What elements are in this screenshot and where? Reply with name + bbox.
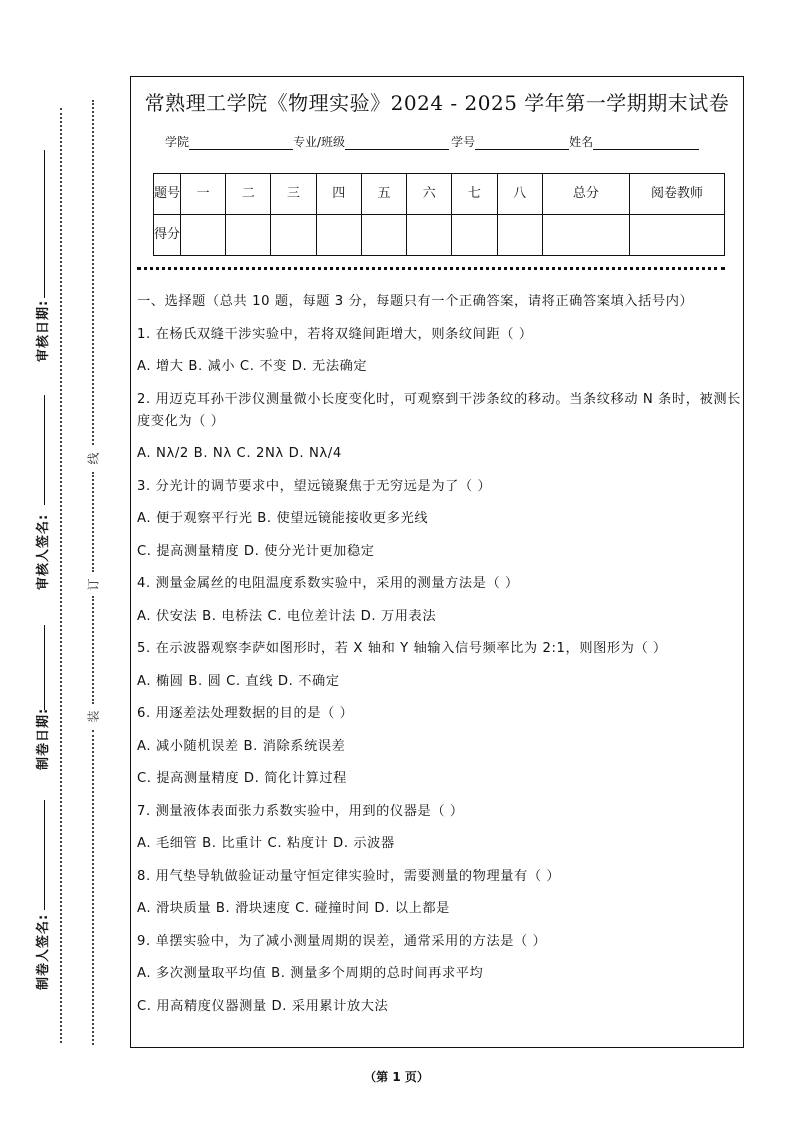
question-stem: 1. 在杨氏双缝干涉实验中，若将双缝间距增大，则条纹间距（ ） [137,326,533,342]
maker-sign-label: 制卷人签名: [36,913,51,990]
name-label: 姓名 [569,135,594,149]
section-heading: 一、选择题（总共 10 题，每题 3 分，每题只有一个正确答案，请将正确答案填入括号内） [137,294,694,309]
row-head-score: 得分 [154,215,181,256]
score-cell-6[interactable] [407,215,452,256]
col-head-6: 六 [407,174,452,215]
cut-line-bottom [92,730,94,1045]
question-number-row [154,174,725,215]
college-field[interactable] [189,137,293,150]
question-options: C. 用高精度仪器测量 D. 采用累计放大法 [137,998,389,1014]
maker-sign-line [44,800,45,910]
review-date-line [44,150,45,298]
cut-line-lower [92,596,94,704]
question-options: A. 减小随机误差 B. 消除系统误差 [137,738,346,754]
question-options: A. Nλ/2 B. Nλ C. 2Nλ D. Nλ/4 [137,446,342,461]
question-options: A. 便于观察平行光 B. 使望远镜能接收更多光线 [137,511,429,526]
order-char: 订 [86,578,101,591]
student-id-label: 学号 [451,135,476,149]
student-info-row [165,133,699,150]
exam-title: 常熟理工学院《物理实验》2024 - 2025 学年第一学期期末试卷 [144,91,730,115]
maker-date-label: 制卷日期: [36,707,51,770]
score-cell-total[interactable] [542,215,629,256]
question-stem: 5. 在示波器观察李萨如图形时，若 X 轴和 Y 轴输入信号频率比为 2:1，则图形为（ ） [137,641,667,656]
question-options: A. 多次测量取平均值 B. 测量多个周期的总时间再求平均 [137,966,484,981]
col-head-4: 四 [316,174,361,215]
question-stem: 3. 分光计的调节要求中，望远镜聚焦于无穷远是为了（ ） [137,478,492,494]
score-cell-7[interactable] [452,215,497,256]
question-options: A. 毛细管 B. 比重计 C. 粘度计 D. 示波器 [137,836,395,851]
question-options: C. 提高测量精度 D. 简化计算过程 [137,771,347,786]
score-cell-2[interactable] [226,215,271,256]
student-id-field[interactable] [475,137,569,150]
score-cell-grader[interactable] [630,215,725,256]
exam-frame [130,76,744,1048]
col-head-1: 一 [181,174,226,215]
name-field[interactable] [593,137,699,150]
score-cell-5[interactable] [361,215,406,256]
col-head-3: 三 [271,174,316,215]
maker-date-line [44,625,45,710]
question-options: A. 增大 B. 减小 C. 不变 D. 无法确定 [137,359,368,374]
score-cell-8[interactable] [497,215,542,256]
score-cell-4[interactable] [316,215,361,256]
major-class-field[interactable] [345,137,449,150]
col-head-8: 八 [497,174,542,215]
cut-line-upper [92,100,94,445]
score-row [154,215,725,256]
question-stem: 9. 单摆实验中，为了减小测量周期的误差，通常采用的方法是（ ） [137,933,547,949]
col-head-grader: 阅卷教师 [630,174,725,215]
col-head-7: 七 [452,174,497,215]
col-head-total: 总分 [542,174,629,215]
row-head-question-number: 题号 [154,174,181,215]
question-stem: 7. 测量液体表面张力系数实验中，用到的仪器是（ ） [137,803,464,819]
score-table [153,173,725,256]
review-date-label: 审核日期: [36,299,51,362]
col-head-2: 二 [226,174,271,215]
major-label: 专业/班级 [293,135,346,149]
score-cell-1[interactable] [181,215,226,256]
question-stem: 6. 用逐差法处理数据的目的是（ ） [137,706,354,721]
reviewer-sign-line [44,395,45,505]
question-options: A. 椭圆 B. 圆 C. 直线 D. 不确定 [137,673,340,689]
college-label: 学院 [165,135,190,149]
reviewer-sign-label: 审核人签名: [36,513,51,590]
col-head-5: 五 [361,174,406,215]
page-number: （第 1 页） [364,1070,429,1084]
dotted-separator [137,267,725,270]
question-options: C. 提高测量精度 D. 使分光计更加稳定 [137,543,375,559]
question-options: A. 滑块质量 B. 滑块速度 C. 碰撞时间 D. 以上都是 [137,901,450,916]
questions-area [137,291,741,1018]
bind-char: 装 [86,710,101,723]
question-stem: 2. 用迈克耳孙干涉仪测量微小长度变化时，可观察到干涉条纹的移动。当条纹移动 N 条时，被测长度变化为（ ） [137,391,741,429]
outer-dotted-binding-line [60,108,62,1043]
question-stem: 8. 用气垫导轨做验证动量守恒定律实验时，需要测量的物理量有（ ） [137,868,561,884]
score-cell-3[interactable] [271,215,316,256]
question-stem: 4. 测量金属丝的电阻温度系数实验中，采用的测量方法是（ ） [137,576,519,591]
question-options: A. 伏安法 B. 电桥法 C. 电位差计法 D. 万用表法 [137,608,437,624]
line-char: 线 [86,452,101,465]
cut-line-middle [92,472,94,572]
